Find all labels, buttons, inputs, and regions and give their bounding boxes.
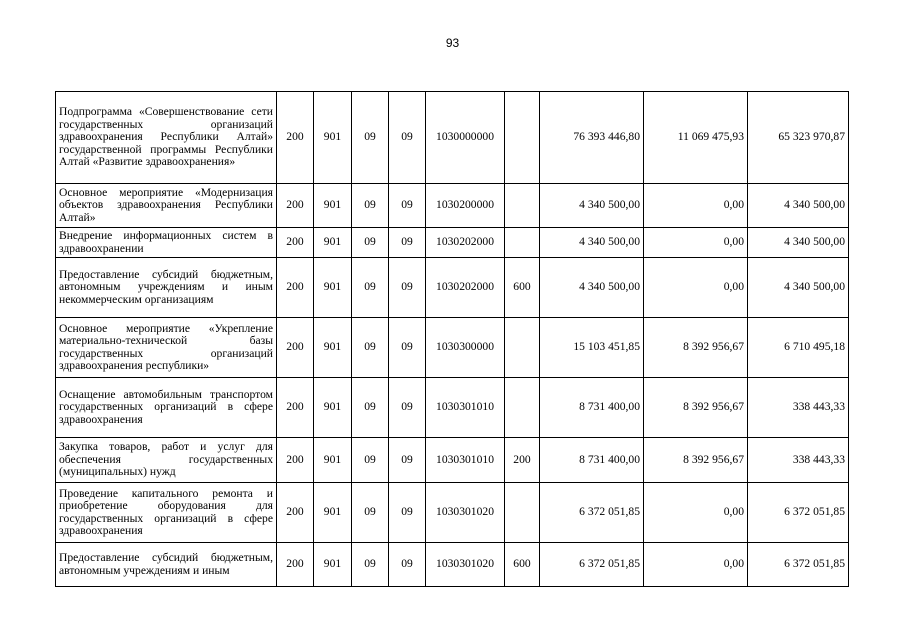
- table-row: [56, 184, 849, 228]
- row-expense-type: [505, 378, 540, 438]
- row-sum-regional: 4 340 500,00: [748, 258, 849, 318]
- row-name: Внедрение информационных систем в здравоохранении: [56, 228, 277, 258]
- row-sum-total: 8 731 400,00: [540, 378, 644, 438]
- row-sum-total: 76 393 446,80: [540, 92, 644, 184]
- row-sum-total: 6 372 051,85: [540, 543, 644, 587]
- row-razdel: 09: [352, 543, 389, 587]
- row-podrazdel: 09: [389, 184, 426, 228]
- row-sum-federal: 8 392 956,67: [644, 318, 748, 378]
- row-grbs: 200: [277, 184, 314, 228]
- row-razdel: 09: [352, 184, 389, 228]
- row-expense-type: [505, 318, 540, 378]
- row-target-article: 1030301010: [426, 438, 505, 483]
- row-sum-regional: 338 443,33: [748, 438, 849, 483]
- row-expense-type: 600: [505, 258, 540, 318]
- row-grbs: 200: [277, 483, 314, 543]
- row-vedomstvo: 901: [314, 258, 352, 318]
- row-podrazdel: 09: [389, 228, 426, 258]
- row-podrazdel: 09: [389, 438, 426, 483]
- row-vedomstvo: 901: [314, 483, 352, 543]
- table-row: [56, 543, 849, 587]
- table-row: [56, 258, 849, 318]
- table-row: [56, 483, 849, 543]
- page-number: 93: [445, 36, 460, 50]
- row-grbs: 200: [277, 378, 314, 438]
- row-target-article: 1030301020: [426, 543, 505, 587]
- row-name: Закупка товаров, работ и услуг для обеспечения государственных (муниципальных) нужд: [56, 438, 277, 483]
- row-target-article: 1030202000: [426, 228, 505, 258]
- row-expense-type: [505, 92, 540, 184]
- table-row: [56, 228, 849, 258]
- row-sum-total: 4 340 500,00: [540, 184, 644, 228]
- row-name: Предоставление субсидий бюджетным, автономным учреждениям и иным: [56, 543, 277, 587]
- row-name: Проведение капитального ремонта и приобретение оборудования для государственных организаций в сфере здравоохранения: [56, 483, 277, 543]
- row-expense-type: [505, 483, 540, 543]
- row-grbs: 200: [277, 318, 314, 378]
- row-razdel: 09: [352, 258, 389, 318]
- row-sum-total: 4 340 500,00: [540, 258, 644, 318]
- row-grbs: 200: [277, 258, 314, 318]
- row-sum-total: 8 731 400,00: [540, 438, 644, 483]
- row-vedomstvo: 901: [314, 543, 352, 587]
- row-sum-total: 15 103 451,85: [540, 318, 644, 378]
- table-row: [56, 438, 849, 483]
- row-target-article: 1030301020: [426, 483, 505, 543]
- row-razdel: 09: [352, 438, 389, 483]
- row-sum-federal: 8 392 956,67: [644, 438, 748, 483]
- row-vedomstvo: 901: [314, 184, 352, 228]
- row-name: Основное мероприятие «Укрепление материально-технической базы государственных организаций здравоохранения республики»: [56, 318, 277, 378]
- row-sum-regional: 338 443,33: [748, 378, 849, 438]
- row-razdel: 09: [352, 378, 389, 438]
- row-expense-type: [505, 228, 540, 258]
- row-target-article: 1030000000: [426, 92, 505, 184]
- row-podrazdel: 09: [389, 483, 426, 543]
- row-vedomstvo: 901: [314, 378, 352, 438]
- row-podrazdel: 09: [389, 318, 426, 378]
- row-sum-federal: 0,00: [644, 258, 748, 318]
- table-row: [56, 318, 849, 378]
- row-sum-regional: 6 372 051,85: [748, 483, 849, 543]
- row-sum-federal: 11 069 475,93: [644, 92, 748, 184]
- row-sum-regional: 6 372 051,85: [748, 543, 849, 587]
- row-razdel: 09: [352, 228, 389, 258]
- row-sum-federal: 0,00: [644, 184, 748, 228]
- row-grbs: 200: [277, 543, 314, 587]
- row-razdel: 09: [352, 92, 389, 184]
- row-expense-type: 600: [505, 543, 540, 587]
- row-razdel: 09: [352, 318, 389, 378]
- row-target-article: 1030301010: [426, 378, 505, 438]
- row-name: Оснащение автомобильным транспортом государственных организаций в сфере здравоохранения: [56, 378, 277, 438]
- row-podrazdel: 09: [389, 543, 426, 587]
- row-sum-total: 4 340 500,00: [540, 228, 644, 258]
- row-sum-regional: 4 340 500,00: [748, 184, 849, 228]
- row-sum-regional: 4 340 500,00: [748, 228, 849, 258]
- row-podrazdel: 09: [389, 92, 426, 184]
- row-sum-regional: 65 323 970,87: [748, 92, 849, 184]
- row-sum-federal: 0,00: [644, 543, 748, 587]
- row-sum-total: 6 372 051,85: [540, 483, 644, 543]
- row-expense-type: [505, 184, 540, 228]
- row-sum-federal: 0,00: [644, 483, 748, 543]
- row-sum-federal: 0,00: [644, 228, 748, 258]
- row-name: Предоставление субсидий бюджетным, автономным учреждениям и иным некоммерческим организациям: [56, 258, 277, 318]
- row-name: Основное мероприятие «Модернизация объектов здравоохранения Республики Алтай»: [56, 184, 277, 228]
- row-vedomstvo: 901: [314, 438, 352, 483]
- row-target-article: 1030200000: [426, 184, 505, 228]
- row-vedomstvo: 901: [314, 92, 352, 184]
- row-sum-federal: 8 392 956,67: [644, 378, 748, 438]
- row-target-article: 1030300000: [426, 318, 505, 378]
- row-name: Подпрограмма «Совершенствование сети государственных организаций здравоохранения Республики Алтай» государственной программы Республики Алтай «Развитие здравоохранения»: [56, 92, 277, 184]
- row-podrazdel: 09: [389, 378, 426, 438]
- row-grbs: 200: [277, 438, 314, 483]
- row-grbs: 200: [277, 92, 314, 184]
- row-expense-type: 200: [505, 438, 540, 483]
- row-grbs: 200: [277, 228, 314, 258]
- table-row: [56, 378, 849, 438]
- row-razdel: 09: [352, 483, 389, 543]
- budget-table: [55, 91, 849, 587]
- row-vedomstvo: 901: [314, 318, 352, 378]
- table-row: [56, 92, 849, 184]
- row-sum-regional: 6 710 495,18: [748, 318, 849, 378]
- row-target-article: 1030202000: [426, 258, 505, 318]
- row-podrazdel: 09: [389, 258, 426, 318]
- row-vedomstvo: 901: [314, 228, 352, 258]
